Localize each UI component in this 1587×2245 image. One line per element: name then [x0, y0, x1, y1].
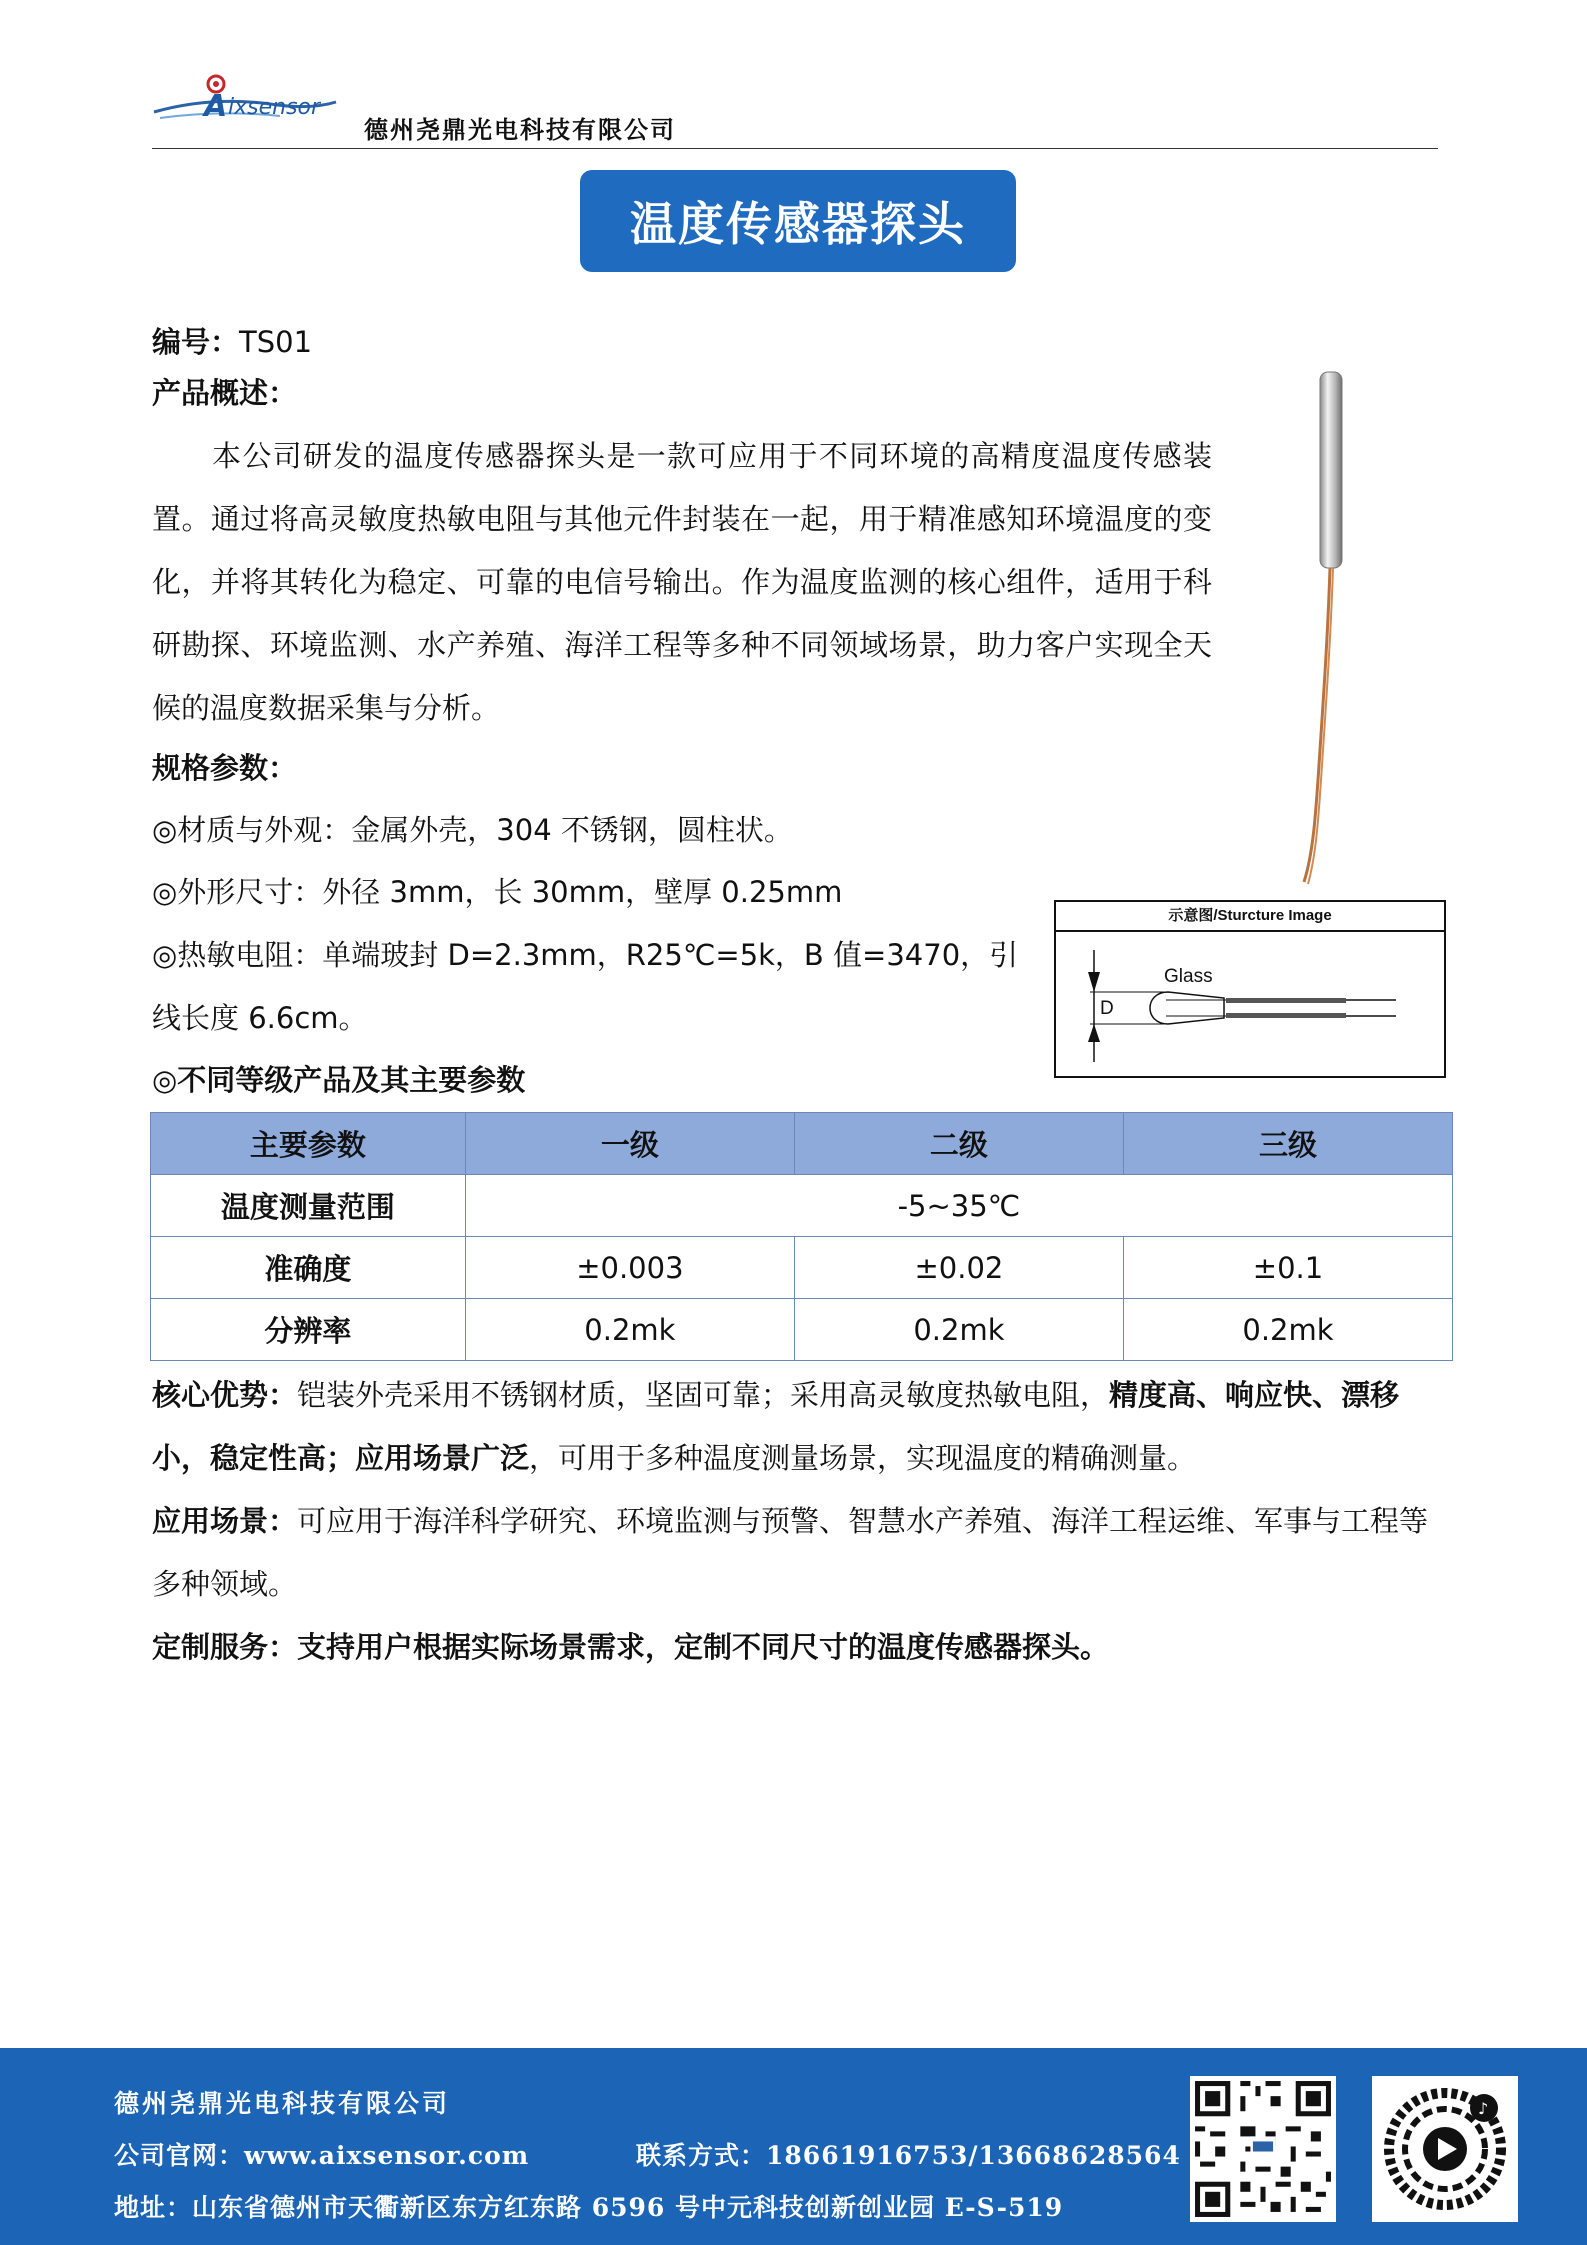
header-divider — [152, 148, 1438, 149]
table-header: 二级 — [794, 1113, 1123, 1175]
footer-contact-label: 联系方式： — [636, 2141, 767, 2170]
table-cell: 0.2mk — [465, 1299, 794, 1361]
page-title: 温度传感器探头 — [580, 170, 1016, 272]
table-cell: 0.2mk — [1123, 1299, 1452, 1361]
advantages-paragraph — [152, 1364, 1442, 1490]
header-company-name: 德州尧鼎光电科技有限公司 — [364, 115, 676, 144]
advantages-text-1: 铠装外壳采用不锈钢材质，坚固可靠；采用高灵敏度热敏电阻， — [297, 1378, 1110, 1412]
footer-website-link[interactable]: www.aixsensor.com — [244, 2141, 530, 2170]
table-header-row — [151, 1113, 1453, 1175]
footer-website — [114, 2136, 529, 2172]
table-cell: 0.2mk — [794, 1299, 1123, 1361]
table-row-label: 准确度 — [151, 1237, 466, 1299]
diagram-d-label: D — [1100, 998, 1114, 1019]
grades-heading: ◎不同等级产品及其主要参数 — [152, 1063, 526, 1097]
probe-photo — [1280, 370, 1350, 890]
footer-address-text: 山东省德州市天衢新区东方红东路 6596 号中元科技创新创业园 E-S-519 — [192, 2193, 1064, 2222]
structure-diagram — [1054, 900, 1446, 1078]
application-paragraph — [152, 1490, 1442, 1616]
diagram-glass-label: Glass — [1164, 966, 1213, 987]
company-logo — [150, 66, 340, 136]
footer-address-label: 地址： — [114, 2193, 193, 2222]
custom-label: 定制服务： — [152, 1630, 298, 1664]
diagram-title: 示意图/Sturcture Image — [1056, 902, 1444, 932]
table-row-label: 温度测量范围 — [151, 1175, 466, 1237]
application-text: 可应用于海洋科学研究、环境监测与预警、智慧水产养殖、海洋工程运维、军事与工程等多种领域。 — [152, 1504, 1429, 1601]
advantages-label: 核心优势： — [152, 1378, 298, 1412]
application-label: 应用场景： — [152, 1504, 298, 1538]
table-row — [151, 1299, 1453, 1361]
douyin-code-icon — [1372, 2076, 1518, 2222]
svg-text:♪: ♪ — [1478, 2099, 1489, 2118]
svg-text:A: A — [204, 89, 228, 124]
table-header: 主要参数 — [151, 1113, 466, 1175]
overview-heading: 产品概述： — [152, 376, 298, 410]
advantages-text-2: ，可用于多种温度测量场景，实现温度的精确测量。 — [529, 1441, 1197, 1475]
advantages-bold-text: 精度高、响应快、漂移小，稳定性高；应用场景广泛 — [152, 1378, 1400, 1475]
table-row — [151, 1237, 1453, 1299]
footer-address — [114, 2188, 1063, 2224]
footer-contact — [636, 2136, 1181, 2172]
spec-dimensions: ◎外形尺寸：外径 3mm，长 30mm，壁厚 0.25mm — [152, 875, 843, 909]
table-row — [151, 1175, 1453, 1237]
footer-contact-phone: 18661916753/13668628564 — [766, 2141, 1181, 2170]
diagram-drawing — [1056, 932, 1444, 1078]
spec-thermistor: ◎热敏电阻：单端玻封 D=2.3mm，R25℃=5k，B 值=3470，引线长度 6.6cm。 — [152, 938, 1019, 1035]
grades-table — [150, 1112, 1453, 1361]
footer — [0, 2048, 1587, 2245]
product-code-label: 编号： — [152, 325, 240, 359]
table-cell: -5~35℃ — [465, 1175, 1452, 1237]
table-row-label: 分辨率 — [151, 1299, 466, 1361]
spec-heading: 规格参数： — [152, 751, 298, 785]
spec-material: ◎材质与外观：金属外壳，304 不锈钢，圆柱状。 — [152, 813, 793, 847]
table-header: 一级 — [465, 1113, 794, 1175]
qr-code-icon — [1190, 2076, 1336, 2222]
svg-text:ixsensor: ixsensor — [228, 95, 321, 120]
custom-service-paragraph — [152, 1616, 1442, 1679]
table-cell: ±0.1 — [1123, 1237, 1452, 1299]
table-header: 三级 — [1123, 1113, 1452, 1175]
footer-company: 德州尧鼎光电科技有限公司 — [114, 2089, 451, 2118]
footer-website-label: 公司官网： — [114, 2141, 245, 2170]
overview-paragraph: 本公司研发的温度传感器探头是一款可应用于不同环境的高精度温度传感装置。通过将高灵敏度热敏电阻与其他元件封装在一起，用于精准感知环境温度的变化，并将其转化为稳定、可靠的电信号输出。作为温度监测的核心组件，适用于科研勘探、环境监测、水产养殖、海洋工程等多种不同领域场景，助力客户实现全天候的温度数据采集与分析。 — [152, 439, 1212, 725]
product-code-value: TS01 — [239, 325, 313, 359]
table-cell: ±0.003 — [465, 1237, 794, 1299]
custom-text: 支持用户根据实际场景需求，定制不同尺寸的温度传感器探头。 — [297, 1630, 1110, 1664]
table-cell: ±0.02 — [794, 1237, 1123, 1299]
